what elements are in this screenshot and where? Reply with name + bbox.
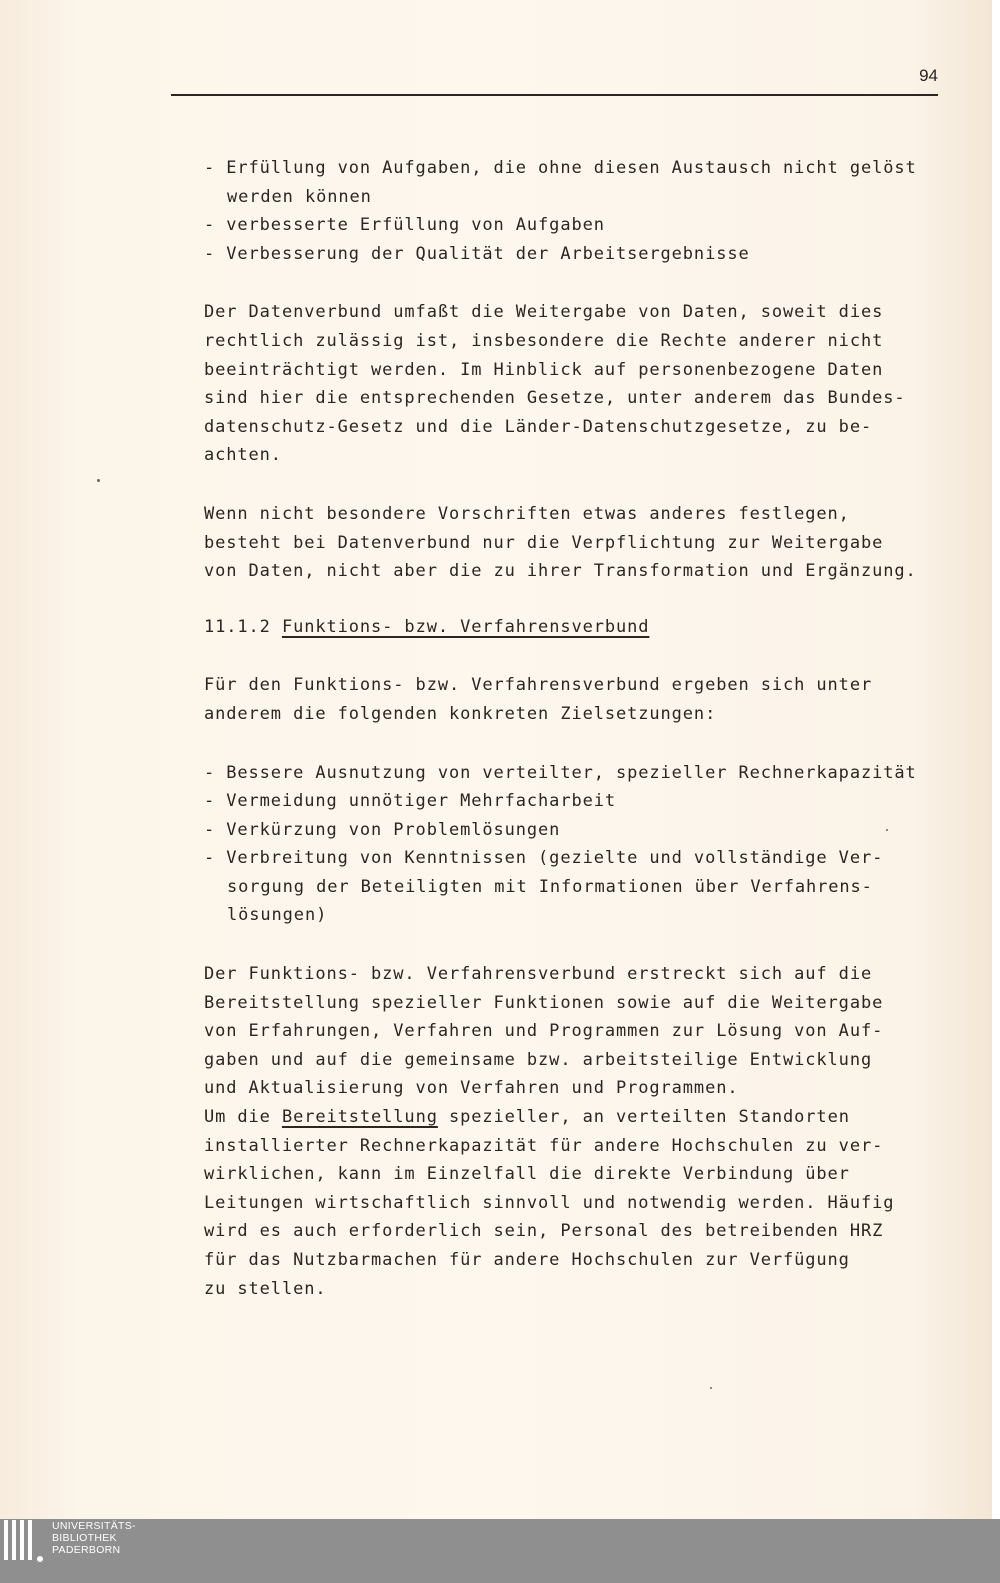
- text-line: Der Funktions- bzw. Verfahrensverbund erstreckt sich auf die: [204, 964, 873, 985]
- text-line: von Daten, nicht aber die zu ihrer Transformation und Ergänzung.: [204, 561, 917, 582]
- section-heading: [204, 613, 944, 642]
- scan-speck: [97, 479, 100, 482]
- list-item: - verbesserte Erfüllung von Aufgaben: [204, 215, 605, 236]
- library-footer-bar: [0, 1519, 1000, 1583]
- objectives-list: [204, 759, 944, 931]
- text-line: gaben und auf die gemeinsame bzw. arbeitsteilige Entwicklung: [204, 1049, 873, 1070]
- logo-line: BIBLIOTHEK: [52, 1532, 117, 1544]
- document-body: [204, 154, 944, 1303]
- logo-line: UNIVERSITÄTS-: [52, 1520, 136, 1532]
- text-line: installierter Rechnerkapazität für andere Hochschulen zu ver-: [204, 1135, 884, 1156]
- text-line: sind hier die entsprechenden Gesetze, unter anderem das Bundes-: [204, 388, 906, 409]
- scan-speck: [710, 1387, 712, 1389]
- underlined-term: Bereitstellung: [281, 1107, 438, 1128]
- text-line: für das Nutzbarmachen für andere Hochschulen zur Verfügung: [204, 1250, 850, 1270]
- logo-line: PADERBORN: [52, 1544, 121, 1556]
- text-line: Bereitstellung spezieller Funktionen sowie auf die Weitergabe: [204, 992, 884, 1013]
- paragraph-bereitstellung: [204, 1103, 944, 1303]
- list-item: - Vermeidung unnötiger Mehrfacharbeit: [204, 791, 616, 812]
- goals-list: [204, 154, 944, 268]
- text-fragment: spezieller, an verteilten Standorten: [437, 1107, 850, 1128]
- list-item-continuation: werden können: [227, 186, 372, 207]
- paragraph-vorschriften: [204, 500, 944, 586]
- text-line: von Erfahrungen, Verfahren und Programmen zur Lösung von Auf-: [204, 1021, 884, 1042]
- text-line: Wenn nicht besondere Vorschriften etwas anderes festlegen,: [204, 503, 850, 524]
- text-line: anderem die folgenden konkreten Zielsetzungen:: [204, 703, 717, 724]
- list-item: - Verbreitung von Kenntnissen (gezielte und vollständige Ver-: [204, 848, 884, 869]
- page-edge: [992, 0, 1000, 1532]
- section-title: Funktions- bzw. Verfahrensverbund: [281, 616, 650, 637]
- list-item-continuation: sorgung der Beteiligten mit Informationen über Verfahrens-: [227, 876, 873, 897]
- text-line: achten.: [204, 445, 282, 466]
- list-item: - Erfüllung von Aufgaben, die ohne diesen Austausch nicht gelöst: [204, 158, 917, 178]
- text-line: Für den Funktions- bzw. Verfahrensverbund ergeben sich unter: [204, 675, 873, 696]
- text-line: beeinträchtigt werden. Im Hinblick auf personenbezogene Daten: [204, 359, 884, 380]
- text-line: [204, 1103, 944, 1132]
- library-logo-dot-icon: [37, 1556, 43, 1562]
- header-rule: [171, 94, 938, 96]
- paragraph-datenverbund: [204, 298, 944, 470]
- text-line: und Aktualisierung von Verfahren und Programmen.: [204, 1078, 739, 1099]
- section-number: 11.1.2: [204, 616, 271, 637]
- text-line: wirklichen, kann im Einzelfall die direkte Verbindung über: [204, 1164, 850, 1185]
- text-line: Der Datenverbund umfaßt die Weitergabe von Daten, soweit dies: [204, 302, 884, 323]
- library-logo-text: [52, 1520, 136, 1556]
- text-line: wird es auch erforderlich sein, Personal des betreibenden HRZ: [204, 1221, 884, 1242]
- text-line: datenschutz-Gesetz und die Länder-Datenschutzgesetze, zu be-: [204, 416, 873, 437]
- text-line: rechtlich zulässig ist, insbesondere die Rechte anderer nicht: [204, 330, 884, 351]
- list-item-continuation: lösungen): [227, 905, 328, 926]
- paragraph-funktionsverbund: [204, 960, 944, 1103]
- list-item: - Verbesserung der Qualität der Arbeitsergebnisse: [204, 243, 750, 264]
- paragraph-zielsetzungen: [204, 671, 944, 728]
- text-line: Leitungen wirtschaftlich sinnvoll und notwendig werden. Häufig: [204, 1192, 895, 1213]
- text-line: besteht bei Datenverbund nur die Verpflichtung zur Weitergabe: [204, 532, 884, 553]
- text-line: zu stellen.: [204, 1278, 327, 1299]
- text-fragment: Um die: [204, 1107, 282, 1128]
- list-item: - Bessere Ausnutzung von verteilter, spezieller Rechnerkapazität: [204, 762, 917, 783]
- list-item: - Verkürzung von Problemlösungen: [204, 819, 561, 840]
- page-number: 94: [919, 66, 938, 85]
- library-logo-bars-icon: [4, 1520, 32, 1560]
